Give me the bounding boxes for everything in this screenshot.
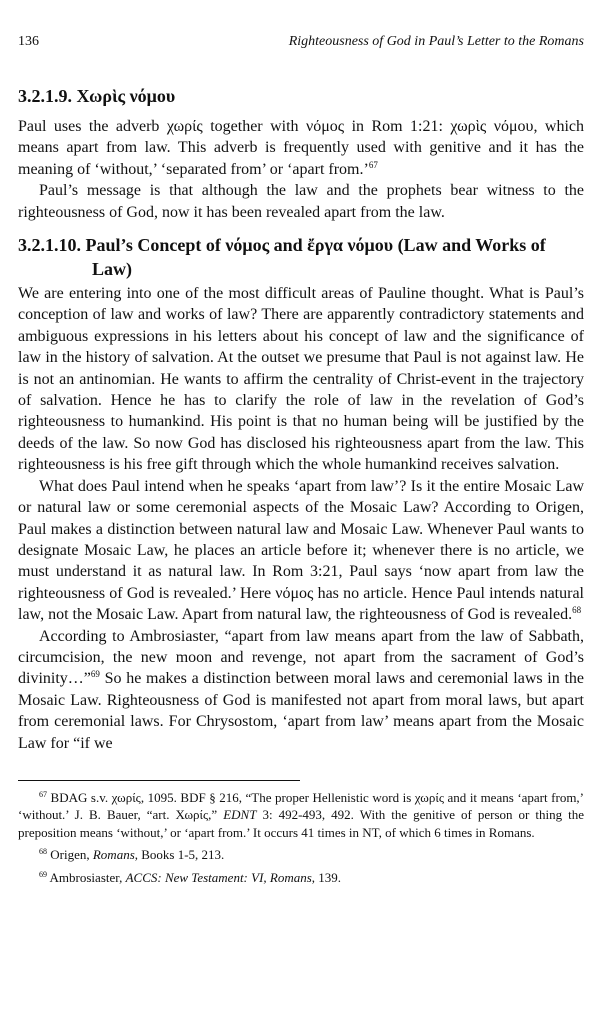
footnote-text: , Books 1-5, 213. — [134, 847, 225, 863]
book-page — [18, 0, 584, 891]
footnote-number: 69 — [39, 869, 47, 879]
paragraph: We are entering into one of the most difficult areas of Pauline thought. What is Paul’s conception of law and works of law? There are apparently contradictory statements and ambiguous expressions in his letters about his concept of law and the significance of law in the history of salvation. At the outset we presume that Paul is not against law. He is not an antinomian. He wants to affirm the centrality of Christ-event in the trajectory of salvation. Hence he has to clarify the role of law in the revelation of God’s righteousness to humankind. His point is that no human being will be justified by the deeds of the law. So now God has disclosed his righteousness apart from the law. This righteousness is his free gift through which the whole humankind receives salvation. — [18, 285, 584, 474]
page-number: 136 — [18, 34, 39, 49]
paragraph-text: What does Paul intend when he speaks ‘apart from law’? Is it the entire Mosaic Law or natural law or some ceremonial aspects of the Mosaic Law? According to Origen, Paul makes a distinction between natural law and Mosaic Law. Whenever Paul wants to designate Mosaic Law, he places an article before it; whenever there is no article, we must understand it as natural law. In Rom 3:21, Paul says ‘now apart from law the righteousness of God is revealed.’ Here νόμος has no article. Hence Paul intends natural law, not the Mosaic Law. Apart from natural law, the righteousness of God is revealed. — [18, 477, 584, 624]
paragraph — [18, 476, 584, 626]
footnote-text: Origen, — [50, 847, 93, 863]
running-header — [18, 34, 584, 50]
footnote-number: 67 — [39, 789, 47, 799]
section-heading-3-2-1-9: 3.2.1.9. Χωρὶς νόμου — [18, 86, 176, 106]
section-heading-3-2-1-10: 3.2.1.10. Paul’s Concept of νόμος and ἔργα νόμου (Law and Works of Law) — [18, 235, 546, 280]
footnote-text: , 139. — [311, 869, 342, 885]
footnote-ref[interactable]: 69 — [90, 669, 100, 680]
footnote-ref[interactable]: 67 — [368, 159, 378, 170]
paragraph-text: According to Ambrosiaster, “apart from law means apart from the law of Sabbath, circumcision, the new moon and revenge, not apart from the sacrament of God’s divinity…” — [18, 627, 584, 688]
paragraph-text: Paul uses the adverb χωρίς together with νόμος in Rom 1:21: χωρὶς νόμου, which means apart from law. This adverb is frequently used with genitive and it has the meaning of ‘without,’ ‘separated from’ or ‘apart from.’ — [18, 118, 584, 178]
footnotes — [18, 789, 584, 887]
footnote-67 — [18, 789, 584, 842]
footnote-italic: EDNT — [223, 807, 257, 823]
paragraph: Paul’s message is that although the law and the prophets bear witness to the righteousness of God, now it has been revealed apart from the law. — [18, 182, 584, 221]
footnote-italic: Romans — [92, 847, 135, 863]
footnote-text: 3: 492-493, 492. With the genitive of person or thing the preposition means ‘without,’ or ‘apart from.’ It occurs 41 times in NT, of which 6 times in Romans. — [18, 807, 585, 840]
footnote-text: Ambrosiaster, — [49, 869, 126, 885]
paragraph-text: So he makes a distinction between moral laws and ceremonial laws in the Mosaic Law. Righteousness of God is manifested not apart from moral laws, but apart from ceremonial laws. For Chrysostom, ‘apart from law’ means apart from the Mosaic Law for “if we — [18, 670, 584, 752]
footnote-69 — [18, 869, 584, 887]
footnote-number: 68 — [39, 847, 47, 857]
footnote-68 — [18, 846, 584, 864]
footnote-text: BDAG s.v. χωρίς, 1095. BDF § 216, “The proper Hellenistic word is χωρίς and it means ‘apart from,’ ‘without.’ J. B. Bauer, “art. Χωρίς,” — [18, 789, 585, 823]
footnote-ref[interactable]: 68 — [572, 605, 582, 616]
footnote-italic: ACCS: New Testament: VI, Romans — [125, 869, 312, 885]
running-title: Righteousness of God in Paul’s Letter to the Romans — [288, 34, 584, 49]
paragraph — [18, 116, 584, 180]
paragraph — [18, 626, 584, 754]
footnote-divider — [18, 780, 300, 781]
